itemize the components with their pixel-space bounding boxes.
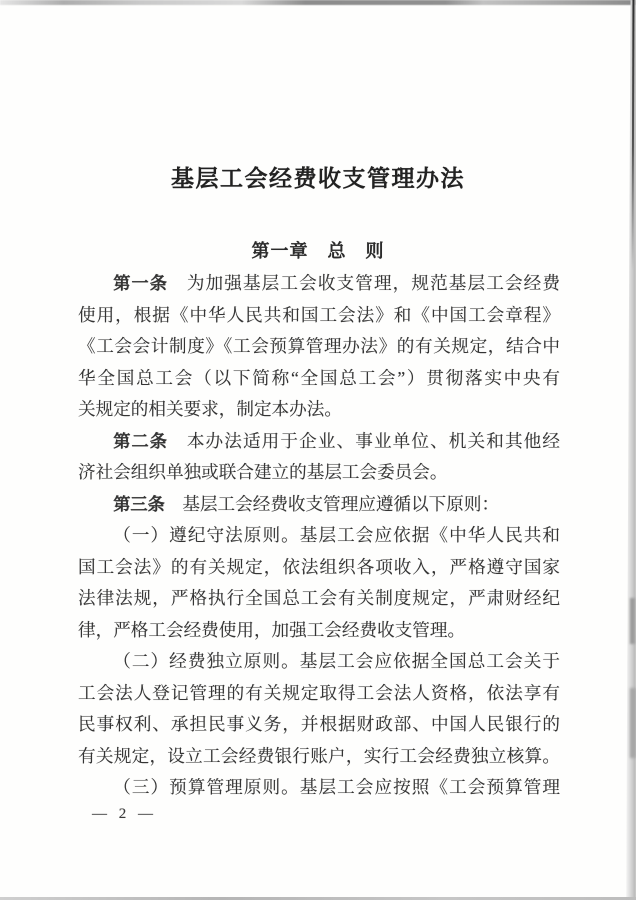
text-segment: 《工会会计制度》《工会预算管理办法》的有关规定，结合中 bbox=[78, 336, 560, 356]
scan-artifact-right-edge bbox=[625, 0, 636, 900]
text-line bbox=[78, 457, 560, 489]
text-segment: （三）预算管理原则。基层工会应按照《工会预算管理 bbox=[113, 777, 560, 797]
text-line bbox=[78, 489, 560, 521]
text-segment: 民事权利、承担民事义务，并根据财政部、中国人民银行的 bbox=[78, 714, 560, 734]
page-number: — 2 — bbox=[92, 806, 154, 822]
text-line bbox=[78, 520, 560, 552]
text-segment: 有关规定，设立工会经费银行账户，实行工会经费独立核算。 bbox=[78, 745, 560, 766]
text-line bbox=[78, 646, 560, 678]
document-body bbox=[78, 268, 560, 804]
text-segment: 律，严格工会经费使用，加强工会经费收支管理。 bbox=[78, 619, 466, 640]
text-segment: 关规定的相关要求，制定本办法。 bbox=[78, 399, 342, 419]
text-segment: 本办法适用于企业、事业单位、机关和其他经 bbox=[168, 430, 560, 451]
scan-artifact-top-edge bbox=[0, 0, 636, 5]
scan-artifact-right-line bbox=[632, 0, 635, 270]
text-line bbox=[78, 583, 560, 615]
text-segment: 基层工会经费收支管理应遵循以下原则： bbox=[164, 493, 500, 514]
text-segment: 使用，根据《中华人民共和国工会法》和《中国工会章程》 bbox=[78, 304, 560, 325]
text-line bbox=[78, 331, 560, 363]
scan-artifact-smudge bbox=[630, 688, 636, 758]
article-number: 第三条 bbox=[113, 493, 165, 514]
text-line bbox=[78, 363, 560, 395]
text-line bbox=[78, 772, 560, 804]
text-line bbox=[78, 394, 560, 426]
article-number: 第二条 bbox=[113, 430, 169, 451]
text-line bbox=[78, 615, 560, 647]
chapter-heading: 第一章 总 则 bbox=[251, 241, 385, 261]
text-line bbox=[78, 741, 560, 773]
text-segment: 工会法人登记管理的有关规定取得工会法人资格，依法享有 bbox=[78, 682, 560, 703]
text-line bbox=[78, 678, 560, 710]
scan-artifact-smudge bbox=[630, 598, 635, 644]
article-number: 第一条 bbox=[113, 273, 169, 293]
text-segment: 为加强基层工会收支管理，规范基层工会经费 bbox=[168, 273, 560, 293]
text-segment: 法律法规，严格执行全国总工会有关制度规定，严肃财经纪 bbox=[78, 588, 560, 608]
text-line bbox=[78, 709, 560, 741]
text-line bbox=[78, 426, 560, 458]
text-segment: 国工会法》的有关规定，依法组织各项收入，严格遵守国家 bbox=[78, 556, 560, 577]
document-title: 基层工会经费收支管理办法 bbox=[171, 166, 465, 191]
text-line bbox=[78, 300, 560, 332]
text-segment: （一）遵纪守法原则。基层工会应依据《中华人民共和 bbox=[113, 525, 560, 545]
text-line bbox=[78, 552, 560, 584]
text-segment: （二）经费独立原则。基层工会应依据全国总工会关于 bbox=[113, 651, 560, 671]
text-line bbox=[78, 268, 560, 300]
text-segment: 华全国总工会（以下简称“全国总工会”）贯彻落实中央有 bbox=[78, 367, 560, 388]
text-segment: 济社会组织单独或联合建立的基层工会委员会。 bbox=[78, 462, 448, 482]
